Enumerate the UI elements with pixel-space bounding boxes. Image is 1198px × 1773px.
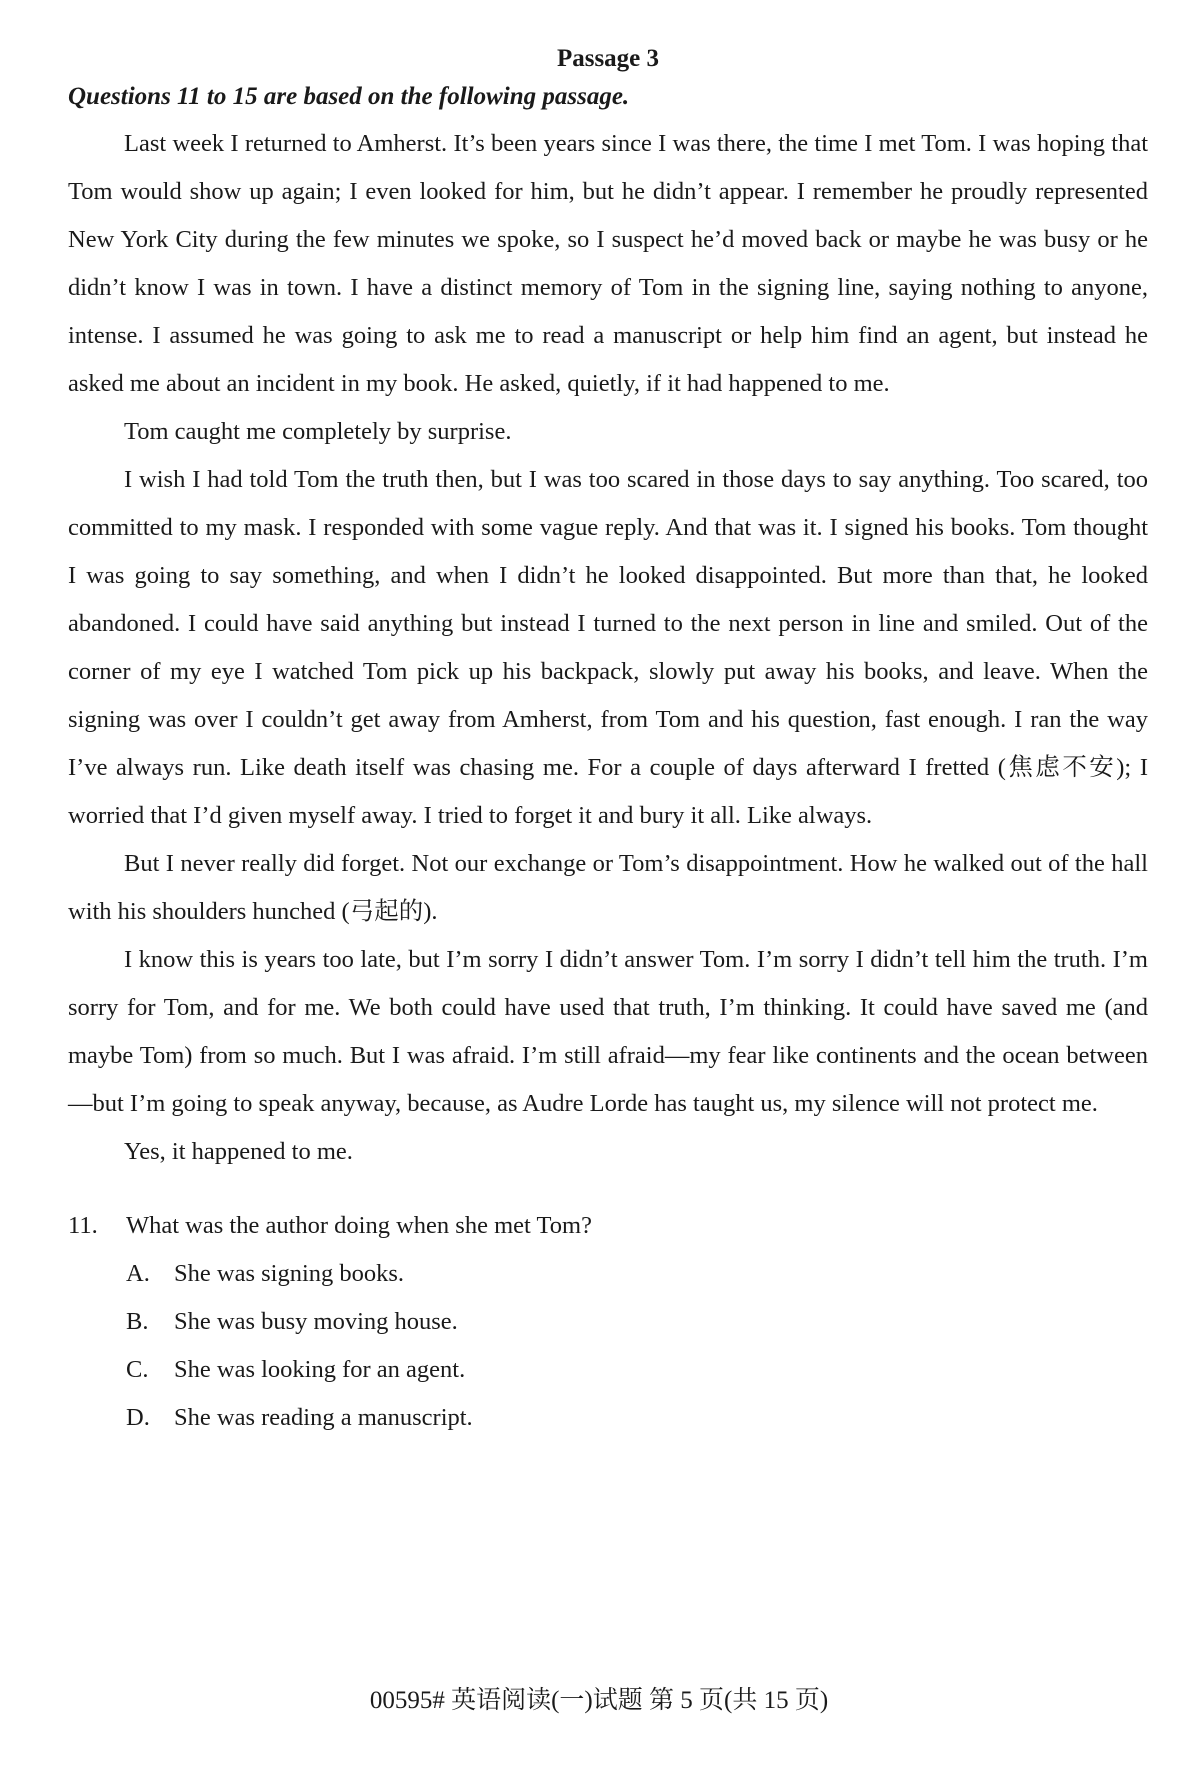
question-text: What was the author doing when she met Tom?	[126, 1212, 592, 1239]
paragraph: But I never really did forget. Not our exchange or Tom’s disappointment. How he walked out of the hall with his shoulders hunched (弓起的).	[68, 850, 1148, 925]
page-footer: 00595# 英语阅读(一)试题 第 5 页(共 15 页)	[369, 1687, 829, 1714]
passage-instructions: Questions 11 to 15 are based on the following passage.	[68, 83, 630, 110]
question-11	[68, 1202, 1148, 1442]
paragraph: Yes, it happened to me.	[124, 1138, 353, 1165]
passage-body	[68, 120, 1148, 1176]
option-letter: D.	[126, 1404, 150, 1431]
paragraph: I know this is years too late, but I’m sorry I didn’t answer Tom. I’m sorry I didn’t tell him the truth. I’m sorry for Tom, and for me. We both could have used that truth, I’m thinking. It could have saved me (and maybe Tom) from so much. But I was afraid. I’m still afraid—my fear like continents and the ocean between—but I’m going to speak anyway, because, as Audre Lorde has taught us, my silence will not protect me.	[68, 946, 1148, 1117]
paragraph: I wish I had told Tom the truth then, but I was too scared in those days to say anything. Too scared, too committed to my mask. I responded with some vague reply. And that was it. I signed his books. Tom thought I was going to say something, and when I didn’t he looked disappointed. But more than that, he looked abandoned. I could have said anything but instead I turned to the next person in line and smiled. Out of the corner of my eye I watched Tom pick up his backpack, slowly put away his books, and leave. When the signing was over I couldn’t get away from Amherst, from Tom and his question, fast enough. I ran the way I’ve always run. Like death itself was chasing me. For a couple of days afterward I fretted (焦虑不安); I worried that I’d given myself away. I tried to forget it and bury it all. Like always.	[68, 466, 1148, 829]
option-letter: B.	[126, 1308, 149, 1335]
question-number: 11.	[68, 1212, 98, 1239]
option-text: She was signing books.	[174, 1260, 405, 1287]
option-letter: C.	[126, 1356, 149, 1383]
option-letter: A.	[126, 1260, 150, 1287]
paragraph: Last week I returned to Amherst. It’s been years since I was there, the time I met Tom. I was hoping that Tom would show up again; I even looked for him, but he didn’t appear. I remember he proudly represented New York City during the few minutes we spoke, so I suspect he’d moved back or maybe he was busy or he didn’t know I was in town. I have a distinct memory of Tom in the signing line, saying nothing to anyone, intense. I assumed he was going to ask me to read a manuscript or help him find an agent, but instead he asked me about an incident in my book. He asked, quietly, if it had happened to me.	[68, 130, 1148, 397]
option-text: She was reading a manuscript.	[174, 1404, 473, 1431]
exam-page	[68, 40, 1148, 1442]
option-b	[126, 1298, 1148, 1346]
passage-title: Passage 3	[556, 45, 660, 72]
option-c	[126, 1346, 1148, 1394]
option-text: She was busy moving house.	[174, 1308, 458, 1335]
question-stem	[68, 1202, 1148, 1250]
option-a	[126, 1250, 1148, 1298]
option-text: She was looking for an agent.	[174, 1356, 466, 1383]
paragraph: Tom caught me completely by surprise.	[124, 418, 512, 445]
option-d	[126, 1394, 1148, 1442]
